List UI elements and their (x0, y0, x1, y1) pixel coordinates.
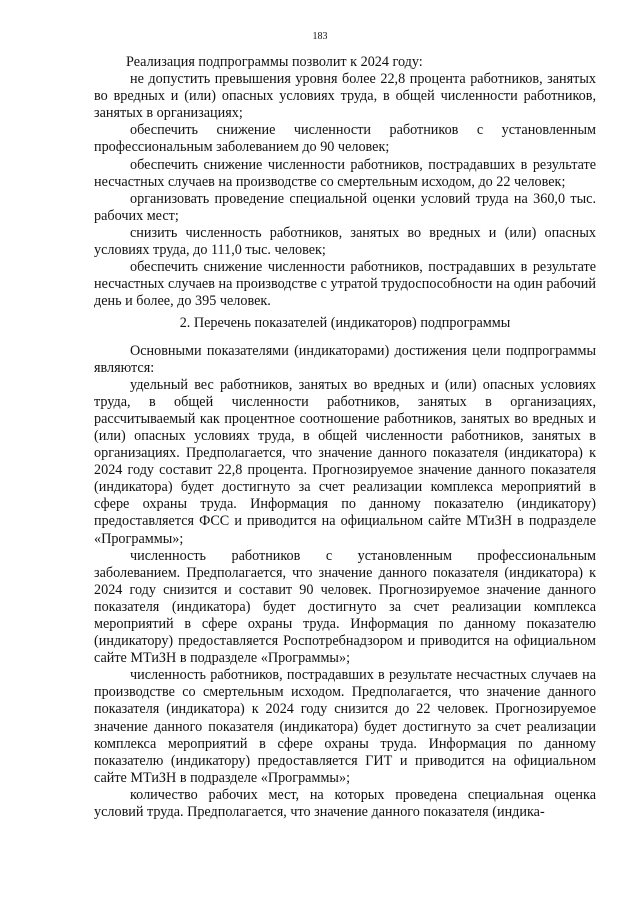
page-number: 183 (312, 31, 328, 42)
paragraph-goal-harmful-conditions: не допустить превышения уровня более 22,8 процента работников, занятых во вредных и (или) опасных условиях труда, в общей численности работников, занятых в организациях; (94, 71, 596, 122)
paragraph-indicator-fatal-accidents: численность работников, пострадавших в результате несчастных случаев на производстве со смертельным исходом. Предполагается, что значение данного показателя (индикатора) к 2024 году снизится до 22 человек. Прогнозируемое значение данного показателя (индикатора) будет достигнуто за счет реализации комплекса мероприятий в сфере охраны труда. Информация по данному показателю (индикатору) предоставляется ГИТ и приводится на официальном сайте МТиЗН в подразделе «Программы»; (94, 667, 596, 786)
paragraph-indicators-intro: Основными показателями (индикаторами) достижения цели подпрограммы являются: (94, 342, 596, 376)
paragraph-indicator-occupational-disease: численность работников с установленным профессиональным заболеванием. Предполагается, что значение данного показателя (индикатора) к 2024 году снизится и составит 90 человек. Прогнозируемое значение данного показателя (индикатора) будет достигнуто за счет реализации комплекса мероприятий в сфере охраны труда. Информация по данному показателю (индикатору) предоставляется Роспотребнадзором и приводится на официальном сайте МТиЗН в подразделе «Программы»; (94, 547, 596, 667)
paragraph-intro: Реализация подпрограммы позволит к 2024 году: (126, 54, 423, 70)
paragraph-goal-reduce-harmful-workers: снизить численность работников, занятых во вредных и (или) опасных условиях труда, до 111,0 тыс. человек; (94, 224, 596, 259)
paragraph-goal-disability-accidents: обеспечить снижение численности работников, пострадавших в результате несчастных случаев на производстве с утратой трудоспособности на один рабочий день и более, до 395 человек. (94, 259, 596, 310)
paragraph-goal-fatal-accidents: обеспечить снижение численности работников, пострадавших в результате несчастных случаев на производстве со смертельным исходом, до 22 человек; (94, 156, 596, 190)
page-body (94, 54, 596, 821)
paragraph-indicator-harmful-share: удельный вес работников, занятых во вредных и (или) опасных условиях труда, в общей численности работников, занятых в организациях, рассчитываемый как процентное соотношение работников, занятых во вредных и (или) опасных условиях труда, в общей численности работников, занятых в организациях. Предполагается, что значение данного показателя (индикатора) к 2024 году составит 22,8 процента. Прогнозируемое значение данного показателя (индикатора) будет достигнуто за счет реализации комплекса мероприятий в сфере охраны труда. Информация по данному показателю (индикатору) предоставляется ФСС и приводится на официальном сайте МТиЗН в подразделе «Программы»; (94, 376, 596, 547)
paragraph-goal-special-assessment: организовать проведение специальной оценки условий труда на 360,0 тыс. рабочих мест; (94, 190, 596, 224)
paragraph-goal-occupational-disease: обеспечить снижение численности работников с установленным профессиональным заболеванием до 90 человек; (94, 122, 596, 156)
paragraph-indicator-workplaces-assessed: количество рабочих мест, на которых проведена специальная оценка условий труда. Предполагается, что значение данного показателя (индика- (94, 786, 596, 821)
section-heading: 2. Перечень показателей (индикаторов) подпрограммы (179, 315, 511, 332)
